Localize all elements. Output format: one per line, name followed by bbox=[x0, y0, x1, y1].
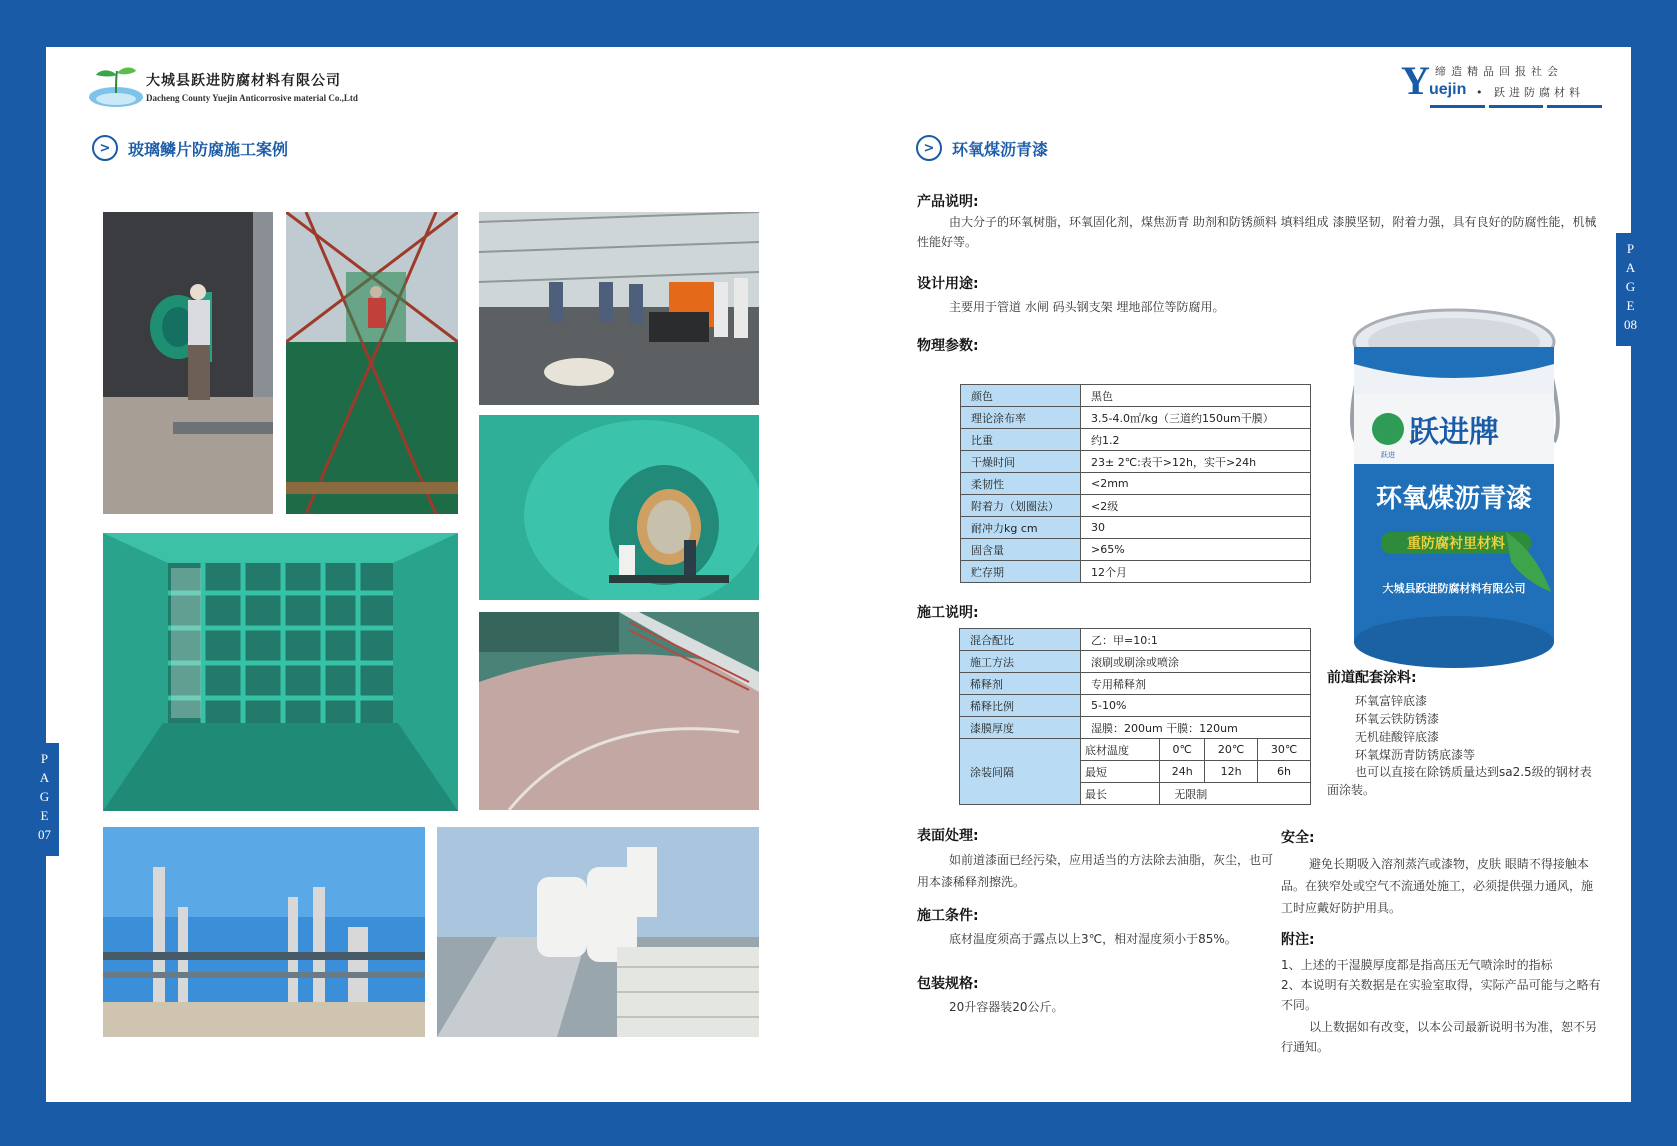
primers-heading: 前道配套涂料: bbox=[1327, 670, 1417, 686]
brand-logo-y: Y bbox=[1401, 58, 1430, 103]
right-section-title bbox=[916, 135, 1048, 161]
table-row: 稀释剂 专用稀释剂 bbox=[960, 673, 1311, 695]
can-tagline: 重防腐衬里材料 bbox=[1407, 536, 1505, 552]
brand-slogan: 缔造精品回报社会 bbox=[1435, 65, 1563, 78]
can-company: 大城县跃进防腐材料有限公司 bbox=[1382, 582, 1526, 595]
surface-heading: 表面处理: bbox=[917, 828, 979, 844]
table-row: 耐冲力kg cm 30 bbox=[961, 517, 1311, 539]
photo-green-pipe-interior bbox=[479, 415, 759, 600]
photo-green-tank-grid bbox=[103, 533, 458, 811]
table-row: 涂装间隔 底材温度 0℃ 20℃ 30℃ bbox=[960, 739, 1311, 761]
table-row: 理论涂布率 3.5-4.0㎡/kg（三道约150um干膜） bbox=[961, 407, 1311, 429]
table-row: 最短 24h 12h 6h bbox=[960, 761, 1311, 783]
primer-item: 无机硅酸锌底漆 bbox=[1355, 730, 1440, 744]
notes-heading: 附注: bbox=[1281, 932, 1315, 948]
page-tab-left: P A G E 07 bbox=[30, 743, 59, 856]
table-row: 最长 无限制 bbox=[960, 783, 1311, 805]
left-section-title-text: 玻璃鳞片防腐施工案例 bbox=[128, 139, 289, 159]
table-row: 附着力（划圈法） <2级 bbox=[961, 495, 1311, 517]
packing-heading: 包装规格: bbox=[917, 976, 979, 992]
primer-item: 环氧云铁防锈漆 bbox=[1355, 712, 1440, 726]
photo-chemical-plant bbox=[103, 827, 425, 1037]
table-row: 固含量 >65% bbox=[961, 539, 1311, 561]
conditions-text: 底材温度须高于露点以上3℃，相对湿度须小于85%。 bbox=[949, 932, 1237, 946]
product-paint-can bbox=[1336, 302, 1571, 672]
photo-tank-interior-scaffold bbox=[286, 212, 458, 514]
brand-name-cn: • 跃进防腐材料 bbox=[1476, 86, 1584, 99]
usage-text: 主要用于管道 水闸 码头钢支架 埋地部位等防腐用。 bbox=[949, 300, 1225, 314]
table-row: 干燥时间 23± 2℃:表干>12h，实干>24h bbox=[961, 451, 1311, 473]
packing-text: 20升容器装20公斤。 bbox=[949, 1000, 1064, 1014]
brand-underline bbox=[1430, 105, 1602, 108]
notes-line: 以上数据如有改变，以本公司最新说明书为准，恕不另行通知。 bbox=[1281, 1020, 1598, 1054]
notes-line: 2、本说明有关数据是在实验室取得，实际产品可能与之略有不同。 bbox=[1281, 978, 1601, 1012]
notes-line: 1、上述的干湿膜厚度都是指高压无气喷涂时的指标 bbox=[1281, 958, 1553, 972]
conditions-heading: 施工条件: bbox=[917, 908, 979, 924]
surface-text: 如前道漆面已经污染，应用适当的方法除去油脂，灰尘，也可用本漆稀释剂擦洗。 bbox=[917, 853, 1274, 889]
arrow-circle-icon: > bbox=[92, 135, 118, 161]
table-row: 贮存期 12个月 bbox=[961, 561, 1311, 583]
safety-heading: 安全: bbox=[1281, 830, 1315, 846]
table-row: 颜色 黑色 bbox=[961, 385, 1311, 407]
physical-heading: 物理参数: bbox=[917, 338, 979, 354]
arrow-circle-icon: > bbox=[916, 135, 942, 161]
primer-item: 环氧富锌底漆 bbox=[1355, 694, 1428, 708]
construction-heading: 施工说明: bbox=[917, 605, 979, 621]
right-section-title-text: 环氧煤沥青漆 bbox=[952, 139, 1049, 159]
company-logo bbox=[86, 63, 146, 109]
can-brand: 跃进牌 bbox=[1409, 415, 1499, 450]
brand-logo-text: uejin bbox=[1429, 81, 1467, 98]
photo-white-tanks-roof bbox=[437, 827, 759, 1037]
safety-text: 避免长期吸入溶剂蒸汽或漆物，皮肤 眼睛不得接触本品。在狭窄处或空气不流通处施工，必须提供强力通风，施工时应戴好防护用具。 bbox=[1281, 857, 1594, 915]
primer-item: 环氧煤沥青防锈底漆等 bbox=[1355, 748, 1476, 762]
table-row: 稀释比例 5-10% bbox=[960, 695, 1311, 717]
page-tab-right: P A G E 08 bbox=[1616, 233, 1645, 346]
table-row: 柔韧性 <2mm bbox=[961, 473, 1311, 495]
table-row: 混合配比 乙：甲=10:1 bbox=[960, 629, 1311, 651]
physical-params-table bbox=[960, 384, 1311, 583]
construction-table bbox=[959, 628, 1311, 805]
company-name-en: Dacheng County Yuejin Anticorrosive material Co.,Ltd bbox=[146, 93, 358, 103]
left-section-title bbox=[92, 135, 288, 161]
company-name-cn: 大城县跃进防腐材料有限公司 bbox=[146, 73, 341, 89]
photo-flange-worker bbox=[103, 212, 273, 514]
photo-pink-tank-stair bbox=[479, 612, 759, 810]
can-logo-text: 跃进 bbox=[1381, 451, 1395, 459]
primers-note: 也可以直接在除锈质量达到sa2.5级的钢材表面涂装。 bbox=[1327, 765, 1592, 797]
table-row: 比重 约1.2 bbox=[961, 429, 1311, 451]
product-heading: 产品说明: bbox=[917, 194, 979, 210]
photo-greenhouse-crew bbox=[479, 212, 759, 405]
can-product: 环氧煤沥青漆 bbox=[1375, 484, 1533, 514]
table-row: 漆膜厚度 湿膜：200um 干膜：120um bbox=[960, 717, 1311, 739]
brochure-spread bbox=[38, 47, 1637, 1102]
product-text: 由大分子的环氧树脂，环氧固化剂，煤焦沥青 助剂和防锈颜料 填料组成 漆膜坚韧，附着力强，具有良好的防腐性能，机械性能好等。 bbox=[917, 215, 1597, 249]
usage-heading: 设计用途: bbox=[917, 276, 979, 292]
table-row: 施工方法 滚刷或刷涂或喷涂 bbox=[960, 651, 1311, 673]
